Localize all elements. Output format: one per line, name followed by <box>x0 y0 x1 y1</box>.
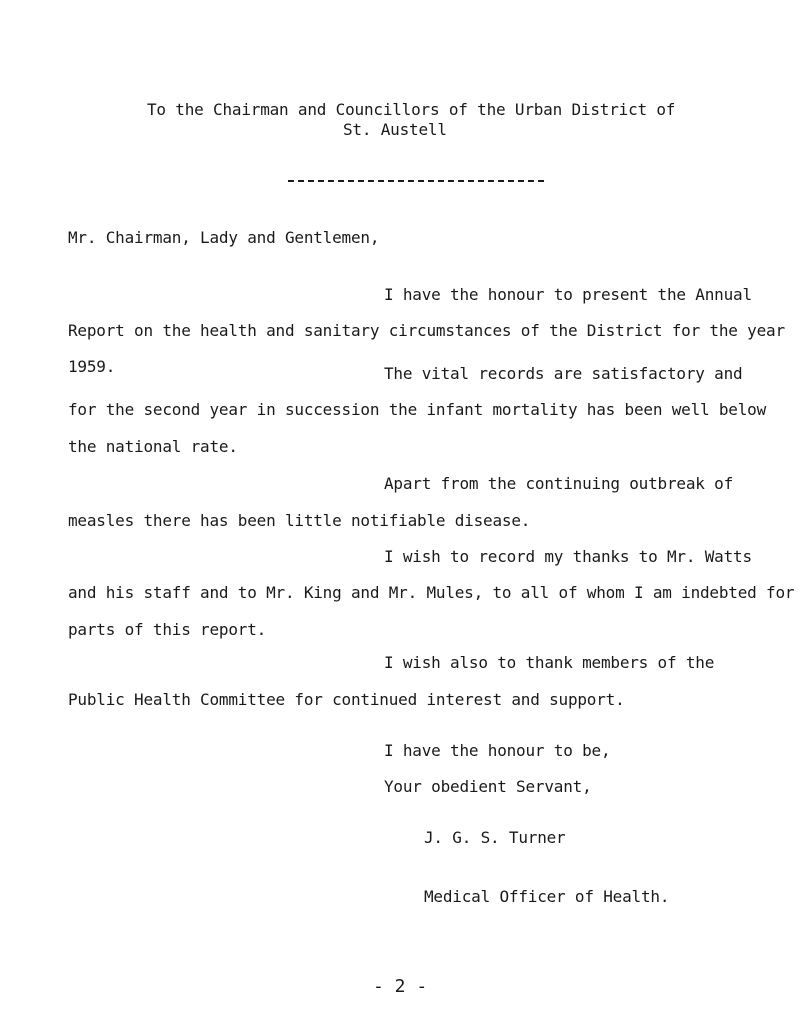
closing-line-1: I have the honour to be, <box>384 741 611 760</box>
para2-line1: The vital records are satisfactory and <box>384 364 743 383</box>
para5-line1: I wish also to thank members of the <box>384 653 715 672</box>
para3-line1: Apart from the continuing outbreak of <box>384 474 734 493</box>
para1-line1: I have the honour to present the Annual <box>384 285 752 304</box>
page-number: - 2 - <box>373 976 428 997</box>
para4-line1: I wish to record my thanks to Mr. Watts <box>384 547 752 566</box>
para4-line3: parts of this report. <box>68 620 267 639</box>
para3-line2: measles there has been little notifiable disease. <box>68 511 531 530</box>
para2-line2: for the second year in succession the infant mortality has been well below <box>68 400 767 419</box>
signatory-title: Medical Officer of Health. <box>424 887 670 906</box>
dashed-divider <box>288 180 544 182</box>
address-line-2: St. Austell <box>343 120 447 139</box>
para1-line2: Report on the health and sanitary circumstances of the District for the year <box>68 321 785 340</box>
para2-line3: the national rate. <box>68 437 238 456</box>
closing-line-2: Your obedient Servant, <box>384 777 592 796</box>
para4-line2: and his staff and to Mr. King and Mr. Mules, to all of whom I am indebted for <box>68 583 795 602</box>
salutation: Mr. Chairman, Lady and Gentlemen, <box>68 228 380 247</box>
para1-line3: 1959. <box>68 357 116 376</box>
para5-line2: Public Health Committee for continued interest and support. <box>68 690 625 709</box>
signatory-name: J. G. S. Turner <box>424 828 566 847</box>
address-line-1: To the Chairman and Councillors of the Urban District of <box>147 100 676 119</box>
